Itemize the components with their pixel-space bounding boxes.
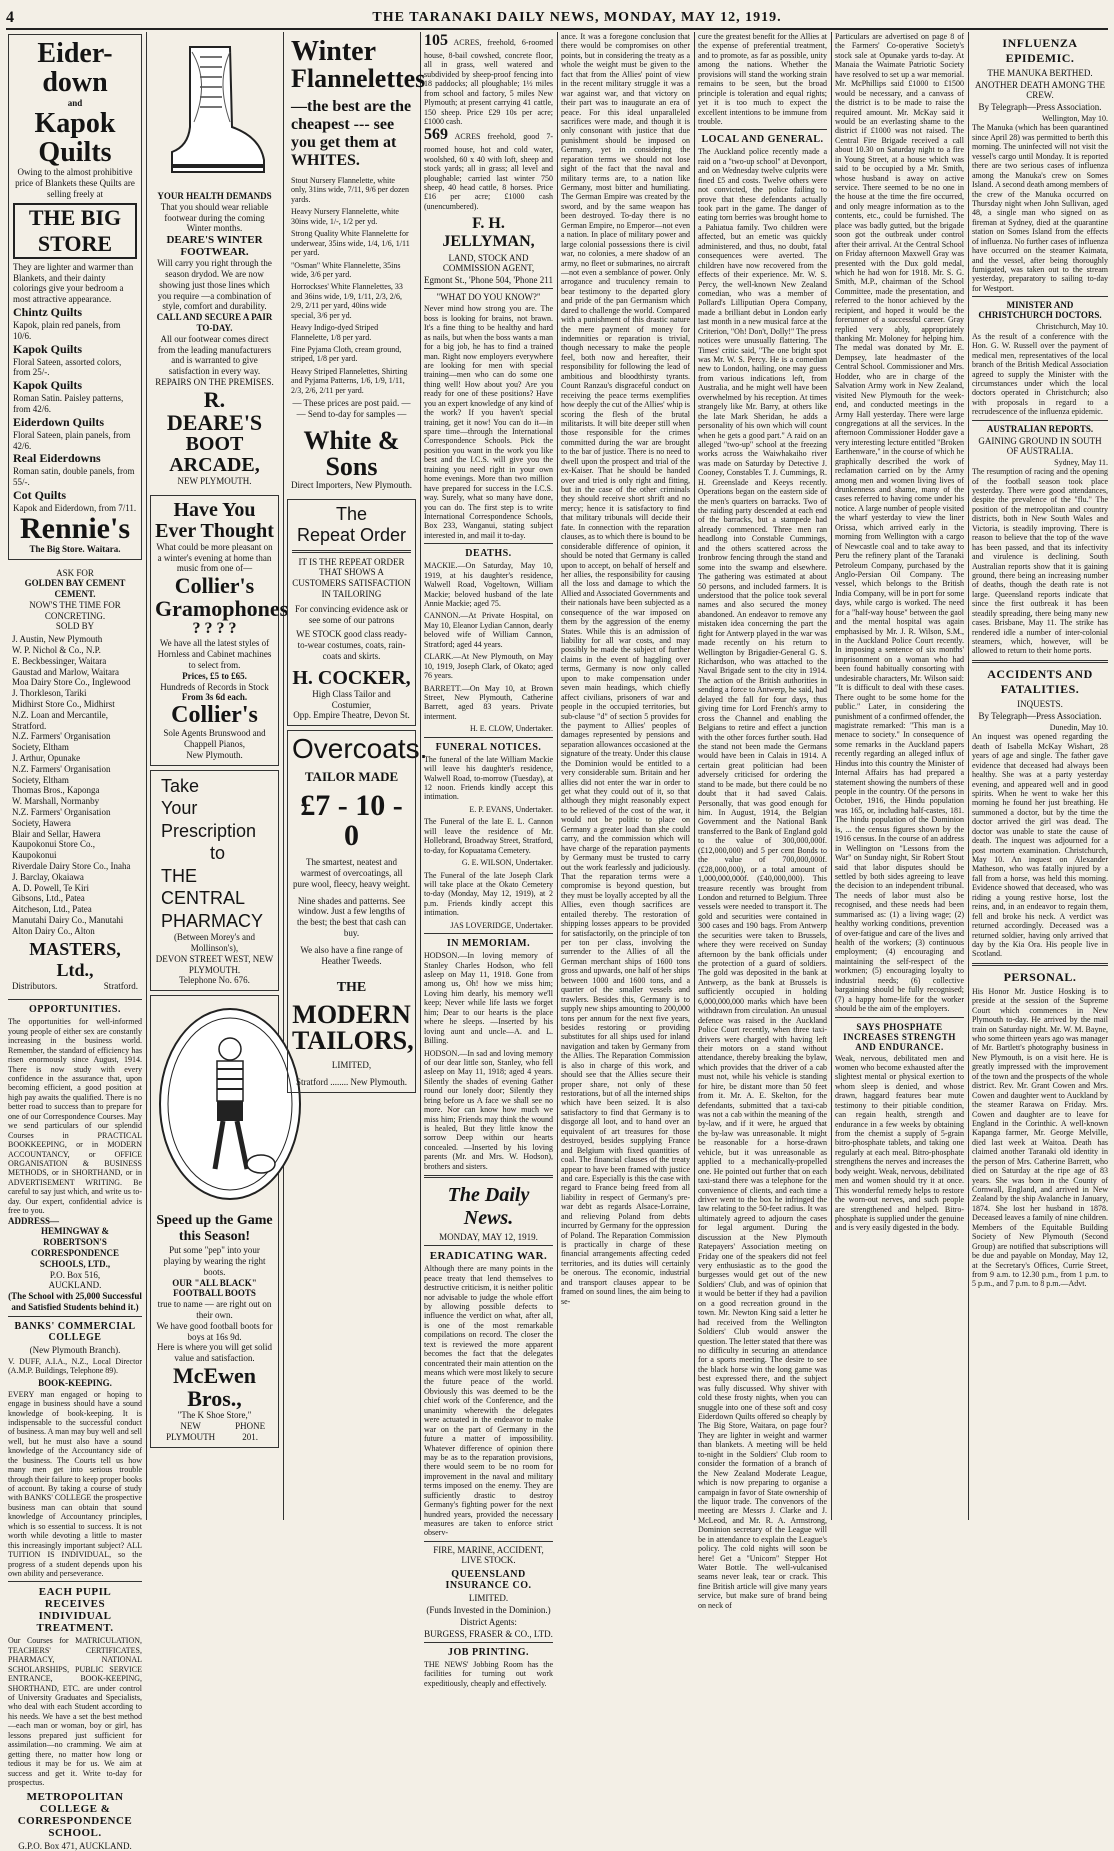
list-item: Heavy Nursery Flannelette, white 30ins wide, 1/-, 1/2 per yd. [291, 207, 399, 226]
cocker-ad [287, 499, 416, 727]
football-head: Speed up the Game this Season! [156, 1213, 273, 1245]
editorial-heading: ERADICATING WAR. [429, 1250, 548, 1263]
insurance-agents: District Agents: [460, 1616, 517, 1627]
modern-tailors-brand: MODERN TAILORS, [292, 1000, 414, 1056]
pharmacy-line-2: Your [161, 798, 198, 819]
pharmacy-line-7: PHARMACY [161, 910, 264, 931]
pharmacy-street: DEVON STREET WEST, NEW PLYMOUTH. [155, 953, 274, 975]
list-item: Riverdale Dairy Store Co., Inaha [12, 861, 131, 872]
dealer-list [12, 634, 138, 936]
list-item: J. Thorkleson, Tariki [12, 688, 87, 699]
quilt-text: Kapok and Eiderdown, from 7/11. [13, 502, 137, 513]
list-item: W. Marshall, Normanby [12, 796, 100, 807]
funeral-notice: The Funeral of the late Joseph Clark will take place at the Okato Cemetery to-day (Monday, May 12, 1919), at 2 p.m. Friends kindly accept this intimation. [424, 870, 553, 918]
collier-agents: Sole Agents Brunswood and Chappell Pianos, [163, 728, 266, 750]
list-item: Gaustad and Marlow, Waitara [12, 666, 119, 677]
flannel-note: — These prices are post paid. — [292, 398, 411, 409]
banks-body: EVERY man engaged or hoping to engage in business should have a sound knowledge of book-keeping. It is indispensable to the successful conduct of business. A man may buy well and sell well, but he must also have a sound knowledge of the Accountancy side of the business. The Courts tell us how many men get into serious trouble through their failure to keep proper books of account. By taking a course of study with BANKS' COLLEGE the prospective business man can obtain that sound knowledge of Accountancy principles, which is so essential to success. It is not worth while devoting a little to master this increasingly important subject? ALL TUITION IS INDIVIDUAL, so the progress of a student depends upon his own ability and perseverance. [8, 1389, 142, 1578]
column-5 [561, 32, 690, 1520]
repeat-title-2: Repeat Order [296, 524, 407, 545]
quilt-name: Real Eiderdowns [13, 451, 101, 466]
column-rule [283, 32, 284, 1520]
whites-brand: White & Sons [303, 425, 400, 481]
health-body: That you should wear reliable footwear during the coming Winter months. [160, 201, 269, 234]
repeat-body-2: For convincing evidence ask or see some of our patrons [295, 603, 408, 625]
metro-name: METROPOLITAN COLLEGE & CORRESPONDENCE SCHOOL. [17, 1791, 133, 1840]
list-item: Strong Quality White Flannelette for underwear, 35ins wide, 1/4, 1/6, 1/11 per yard. [291, 229, 410, 258]
editorial-conclusion: cure the greatest benefit for the Allies at the expense of preferential treatment, and to promote, as far as possible, unity among the nations. Whether the provisions will stand the working strain remains to be seen, but the broad principle is toleration and equal rights; yet it is too much to expect the excellent intentions to be immune from trouble. [698, 32, 827, 126]
dateline: Sydney, May 11. [1054, 457, 1108, 467]
list-item: E. Beckbessinger, Waitara [12, 655, 107, 666]
banks-sub: (New Plymouth Branch). [29, 1344, 121, 1355]
cocker-sub: High Class Tailor and Costumier, [312, 688, 391, 710]
editorial-continued: ance. It was a foregone conclusion that there would be compromises on other points, but in considering the treaty as a whole the weight must be given to the fact that from the Allies' point of view in the recent military struggle it was a war against war, and that victory on their part was to inaugurate an era of peace. For this ideal unparalleled sacrifices were made, and though it is only consonant with justice that due punishment should be imposed on Germany, yet in considering the reparation terms we should not lose sight of the fact that the naval and military terms are, to a nation like Germany, most bitter and humiliating. The German Empire was created by the sword, and by the same weapon has been destroyed. To-day there is no German Empire, no Emperor—not even a nation. In place of military power and large colonial possessions there is civil war, no colonies, a mere shadow of an army, no fleet or submarines, no aircraft—not even a semblance of power. Only arrogance and truculency remain to bear testimony to the departed glory and pride of the pan Germanism which dared to challenge the world. Compared with a punishment of this drastic nature the mere payment of money for indemnities or reparation is trivial, though necessary to make the people feel, both now and hereafter, their responsibility for following the lead of ambitious and bloodthirsty tyrants. Count Ranzau's disgraceful conduct on receiving the peace terms exemplifies how deeply the cut of the Allies' whip is scoring the flesh of the brutal militarists. It will bite deeper still when those responsible for the crimes committed during the war are brought to the bar of justice. There is no need to dwell upon the prospect and trial of the ex-Kaiser. That he should be handed over and tried is only right and fitting, but in the case of the other criminals they should receive short shrift and no mercy; hence it is satisfactory to find that military tribunals will decide their fate. In connection with the reparation clauses, as to which there is bound to be considerable difference of opinion, it should be noted that Germany is called upon to accept, on behalf of herself and her allies, the responsibility for causing all the loss and damage to which the Allied and Associated Governments and their nationals have been subjected as a consequence of the war imposed on them by the aggression of the enemy States. While this is an admission of liability for all war costs, and may possibly be made the subject of further claims in the event of haggling over terms, Germany is now only called upon to make compensation under seven main headings, which chiefly affect civilians, prisoners of war and people in the occupied territories, but sub-clause "d" of section 5 provides for the payment to Allies' peoples of damages represented by pensions and separation allowances occasioned at the signature of the treaty. Under this clause the Dominion would be entitled to a very considerable sum. Britain and her allies did not enter the war in order to get what they could out of it, so that although they might reasonably expect to be relieved of the cost of the war, it would not be politic to place on Germany a greater load than she could carry, and the commission which will have charge of the reparation payments by Germany must be trusted to carry out the work fearlessly and judiciously. That the reparation terms were a compromise is beyond question, but they must be loyally accepted by all the Allies, even though sacrifices are entailed thereby. The restoration of shipping losses appears to be provided for satisfactorily, on the principle of ton per ton per class, involving the surrender to the Allies of all the German merchant ships of 1600 tons gross and upwards, one half of her ships between 1000 and 1600 tons, and a quarter of the smaller vessels and trawlers. Besides this, Germany is to supply new ships amounting to 200,000 tons per annum for the next five years, besides restoring or providing substitutes for all ships used for inland navigation and taken by Germany from the Allies. The Reparation Commission is also in charge of this work, and should see that the Allies secure their proper share, not only of these restorations, but of all the interned ships which have been seized. It is also satisfactory to find that Germany is to disgorge all loot, and to hand over an equivalent of art treasures for those destroyed, besides supplying France and Belgium with fixed quantities of coal. The financial clauses of the treaty appear to have been framed with justice and care. Especially is this the case with regard to France being freed from all liability in respect of Germany's pre-war debt as regards Alsace-Lorraine, and relieving Poland from debts incurred by Germany for the oppression of Poland. The Reparation Commission is practically in charge of these financial arrangements affecting ceded territories, and its duties will certainly be onerous. The economic, industrial and transport clauses appear to be framed on sound lines, the aim being to se- [561, 32, 690, 1306]
dateline: Dunedin, May 10. [1049, 722, 1108, 732]
australian-sub: GAINING GROUND IN SOUTH OF AUSTRALIA. [978, 435, 1102, 456]
health-body-2: Will carry you right through the season drydod. We are now showing just those lines which you require —a combination of style, comfort and durability. [157, 258, 272, 312]
overcoat-body-2: Nine shades and patterns. See window. Just a few lengths of the best; the best that cash can buy. [297, 895, 406, 938]
masters-brand: MASTERS, Ltd., [29, 938, 121, 980]
column-rule [557, 32, 558, 1520]
pharmacy-line-1: Take [161, 775, 200, 796]
list-item: Heavy Striped Flannelettes, Shirting and Pyjama Patterns, 1/6, 1/9, 1/11, 2/3, 2/6, 2/11 per yard. [291, 366, 408, 395]
pharmacy-line-5: THE [161, 865, 197, 886]
list-item: J. Arthur, Opunake [12, 753, 81, 764]
column-rule [420, 32, 421, 1520]
byline: By Telegraph—Press Association. [978, 102, 1102, 112]
personal-body: His Honor Mr. Justice Hosking is to preside at the session of the Supreme Court which commences in New Plymouth to-day. He arrived by the mail train on Saturday night. Mr. W. M. Bayne, who some thirteen years ago was manager of Mr. Bartlett's photography business in New Plymouth, is on a visit here. He is greatly impressed with the improvement of the town and the prospects of the whole district. Rev. Mr. Grant Cowen and Mrs. Cowen and daughter went to Auckland by the steamer Rarawa on Friday. Mrs. Cowen and daughter are to leave for England in the Corinthic. A well-known Kapanga farmer, Mr. George Melville, died last week at Waitoa. Death has claimed another Taranaki old identity in the person of Mrs. Catherine Barrett, who died on Saturday at the ripe age of 83 years. She was born in the County of Cornwall, England, and arrived in New Zealand by the ship Avalanche in January, 1874. She lost her husband in 1878. Deceased leaves a family of nine children. Members of the Equitable Building Society of New Plymouth (Second Group) are notified that subscriptions will be due and payable on Monday, May 12, at the Secretary's Offices, Currie Street, from 9 a.m. to 12.30 p.m., from 1 p.m. to 5 p.m., and 7 p.m. to 8 p.m.—Advt. [972, 986, 1108, 1289]
boot-illustration [160, 42, 270, 182]
po-box: P.O. Box 516, [49, 1269, 101, 1280]
quilt-name: Eiderdown Quilts [13, 414, 105, 429]
records-from: From 3s 6d each. [181, 692, 248, 703]
section-heading: OPPORTUNITIES. [29, 1004, 121, 1016]
local-general-body: The Auckland police recently made a raid on a "two-up school" at Devonport, and on Wednesday twelve culprits were fined £5 and costs. Twelve others were not convicted, the police failing to prove that these defendants actually took part in the game. The danger of eating torn berries was brought home to a Pahiatua family. Two children were affected, but an emetic was quickly administered, and thus, no doubt, fatal consequences were averted. The children have now recovered from the effects of their experience. Mr. W. S. Percy, the well-known New Zealand comedian, who was a member of Pollard's Lilliputian Opera Company, made a brilliant debut in London early last month in a new musical farce at the Criterion, "Oh! Don't, Dolly!" The press notices were unusually flattering. The Times' critic said, "The one bright spot was Mr. W. S. Percy. He is a comedian new to London, hailing, one may guess from various indications left, from Australia, and he might well have been overwhelmed by his reception. At times strangely like Mr. Barry, at others like the late Mark Sheridan, he adds a personality of his own which will count when he gets a good part." A raid on an alleged "two-up" school at the freezing works across the Waiwhakaiho river was made on Saturday by Detective J. Cooney, Constables T. J. Cummings, R. H. Greenslade and Keeys recently. Operations began on the eastern side of the men's quarters on barracks. Two of the raiding party descended at each end of the barracks, but a stampede had already commenced. Three men ran headlong into Constable Cummings, and the others scattered across the Ironbrow fencing through the stand and some into the swamp and elsewhere. The gathering was estimated at about 50 persons, and included farmers. It is understood that the police took several names and also secured the money abandoned. An endeavor to remove any mistaken idea concerning the part the fight for Antwerp played in the war was made recently on his return to Wellington by Brigadier-General G. S. Richardson, who was attached to the Naval Brigade sent to the city in 1914. The action of the British authorities in sending a force to Antwerp, he said, had delayed the fall for four days, thus giving time for Lord French's army to cross the Channel and enabling the Belgians to retire and effect a junction with the other forces further south. Had the stand not been made the Germans would have been in Calais in 1914. A certain great politician had been adversely criticised for ordering the stand to be made, but there could be no doubt that it had saved Calais. Personally, that was good enough for him. In August, 1914, the Belgian Government and the National Bank transferred to the Bank of England gold to the value of 300,000,000f. (£12,000,000) and 5 per cent Bonds to the value of 700,000,000f. (£28,000,000), or a total amount of 1,000,000,000f. (£40,000,000). This treasure recently was brought from London and returned to Belgium. Three vessels were needed to transport it. The gold and securities were contained in 300 cases and 190 bags. From Antwerp the securities were taken to Brussels, where they were received on Sunday afternoon by the bank officials under the protection of a guard of soldiers. The gold was deposited in the bank at Antwerp, as the bank at Brussels is sufficiently occupied in holding 6,000,000,000 marks which have been withdrawn from circulation. An unusual defence was raised in the Auckland Police Court recently, when three taxi-drivers were charged with having left their motors on a stand without attendance, thereby breaking the bylaw, which provides that the driver of a cab must not, while his vehicle is standing for hire, be distant more than 50 feet from it. Mr. A. E. Skelton, for the defendants, submitted that a taxi-cab was not a cab within the meaning of the by-law, and if it were, he argued that the by-law was unreasonable. It might be reasonable for a horse-drawn vehicle, but it was unreasonable as applied to a mechanically-propelled one. He pointed out further that on each taxi-stand there was a telephone for the convenience of clients, and each time a driver went to the box he infringed the law relating to the 50-feet radius. It was ultimately agreed to adjourn the cases for legal argument. During the discussion at the New Plymouth Ratepayers' Association meeting on Friday one of the speakers did not feel very enthusiastic as to the good the burgesses would get out of the new Soldiers' Club, and was of opinion that it would be better if they had a pavilion on a good recreation ground in the town. Mr. Newton King said a letter he had received from the Wellington Soldiers' Club would answer the question. The letter stated that there was no difficulty in securing an attendance for a sports meeting. The desire to see the black horse win the long game was best expressed there, and the subject was fully discussed. Why shiver with cold these frosty nights, when you can snuggle into one of these soft and cosy Eiderdown Quilts offered so cheaply by The Big Store, Waitara, on page four? They are lighter in weight and warmer than blankets. A meeting will be held to-night in the Soldiers' Club room to consider the formation of a branch of the New Zealand Moderate League, which is now preparing to organise a campaign in favor of State ownership of the liquor trade. The convenors of the meeting are Messrs J. Clarke and J. McLeod, and Mr. R. A. Armstrong, Dominion secretary of the League will be in attendance to explain the League's policy. The cold nights will soon be here! Get a "Unicorn" Stepper Hot Water Bottle. The well-vulcanised seams never leak, tear or crack. This fine British article will give many years service, but make sure of brand being on neck of [698, 147, 827, 1610]
distributors: Distributors. [12, 980, 58, 991]
modern-town: Stratford ........ New Plymouth. [296, 1077, 407, 1088]
ad-headline-2: Kapok Quilts [34, 107, 116, 168]
wdyk-head: "WHAT DO YOU KNOW?" [436, 292, 541, 303]
deare-town: NEW PLYMOUTH. [177, 475, 252, 486]
overcoat-body: The smartest, neatest and warmest of overcoatings, all pure wool, fleecy, heavy weight. [292, 857, 411, 889]
cement-name-2: CEMENT. [54, 589, 96, 600]
minister-body: As the result of a conference with the Hon. G. W. Russell over the payment of medical men, representatives of the local branch of the British Medical Association agreed to supply the Minister with the circumstances under which the local doctors operated in Christchurch; also with proposals in regard to a recrudescence of the influenza epidemic. [972, 331, 1108, 417]
column-rule [694, 32, 695, 1520]
australian-heading: AUSTRALIAN REPORTS. [986, 423, 1094, 434]
metro-body: Our Courses for MATRICULATION, TEACHERS' CERTIFICATES, PHARMACY, NATIONAL SCHOLARSHIPS, PUBLIC SERVICE ENTRANCE, BOOK-KEEPING, SHORTHAND, ETC. are under control of University Graduates and Specialists, who deal with each Student according to his needs. We have a set the best method—each man or woman, boy or girl, has lessons prepared just sufficient for assimilation—no cramming. We aim at getting there, no matter how long or tedious it may be for us. We aim at success and get it. Write to-day for prospectus. [8, 1636, 142, 1787]
quilt-list [13, 305, 137, 514]
deare-brand-2: BOOT ARCADE, [169, 432, 260, 476]
column-3 [287, 32, 428, 1520]
ad-intro: Owing to the almost prohibitive price of Blankets these Quilts are selling freely at [15, 167, 135, 199]
cocker-addr: Opp. Empire Theatre, Devon St. [293, 710, 410, 721]
ad-headline: Eider-down [37, 38, 113, 99]
quilt-name: Kapok Quilts [13, 378, 83, 393]
pharmacy-line-6: CENTRAL [161, 888, 246, 909]
memoriam-notice: HODSON.—In sad and loving memory of our dear little son, Stanley, who fell asleep on May 11, 1918; aged 4 years. Silently the shades of evening Gather round our lonely door; Silently they bring before us A face we shall see no more. Nor can know how much we miss him; Friends may think the wound is healed, But they little know the sorrow Deep within our hearts concealed. —Inserted by his loving parents (Mr. and Mrs. W. Hodson), brothers and sisters. [424, 1048, 553, 1171]
repeat-body-3: WE STOCK good class ready-to-wear costumes, coats, rain-coats and skirts. [296, 629, 407, 661]
eiderdown-ad [8, 34, 142, 560]
overcoat-body-3: We also have a fine range of Heather Tweeds. [300, 944, 403, 966]
funeral-notice: The funeral of the late William Mackie will leave his daughter's residence, Walwell Road, to-morrow (Tuesday), at 12 noon. Friends kindly accept this intimation. [424, 754, 553, 802]
column-7 [835, 32, 964, 1520]
quilt-text: Kapok, plain red panels, from 10/6. [13, 319, 121, 341]
thought-body: What could be more pleasant on a winter's evening at home than music from one of— [156, 541, 273, 574]
mcewen-brand: McEwen Bros., [172, 1362, 257, 1412]
memoriam-heading: IN MEMORIAM. [446, 938, 531, 950]
local-general-heading: LOCAL AND GENERAL. [701, 134, 824, 146]
brand-sub: The Big Store. Waitara. [29, 543, 121, 554]
insurance-ltd: LIMITED. [468, 1592, 509, 1603]
job-printing-heading: JOB PRINTING. [448, 1646, 529, 1658]
store-logo: THE BIG STORE [13, 203, 137, 259]
repeat-body: IT IS THE REPEAT ORDER THAT SHOWS A CUSTOMERS SATISFACTION IN TAILORING [292, 556, 411, 599]
list-item: Gibsons, Ltd., Patea [12, 893, 85, 904]
influenza-sub-2: ANOTHER DEATH AMONG THE CREW. [974, 80, 1106, 100]
repairs: REPAIRS ON THE PREMISES. [155, 376, 274, 387]
funeral-heading: FUNERAL NOTICES. [435, 741, 542, 753]
ask-for: ASK FOR [56, 567, 94, 578]
insurance-firm: BURGESS, FRASER & CO., LTD. [424, 1628, 553, 1639]
whites-town: New Plymouth. [355, 479, 412, 490]
list-item: J. Barclay, Okaiawa [12, 871, 84, 882]
list-item: Midhirst Store Co., Midhirst [12, 699, 115, 710]
death-notice: CLARK.—At New Plymouth, on May 10, 1919, Joseph Clark, of Okato; aged 76 years. [424, 652, 553, 681]
undertaker: G. E. WILSON, Undertaker. [461, 858, 553, 868]
list-item: Aitcheson, Ltd., Patea [12, 904, 92, 915]
whites-direct: Direct Importers, [291, 479, 353, 490]
ad-and: and [67, 97, 83, 108]
question-marks: ? ? ? ? [192, 620, 237, 638]
pharmacy-ad [150, 770, 279, 991]
quilt-text: Roman satin, double panels, from 55/-. [13, 466, 135, 488]
column-8 [972, 32, 1108, 1520]
ad-description: They are lighter and warmer than Blankets, and their dainty colorings give your bedroom a most attractive appearance. [13, 261, 134, 305]
agent-sub: LAND, STOCK AND COMMISSION AGENT, [442, 253, 535, 274]
list-item: J. Austin, New Plymouth [12, 634, 103, 645]
thought-prices: Prices, £5 to £65. [182, 670, 247, 681]
quilt-name: Chintz Quilts [13, 304, 83, 319]
list-item: N.Z. Farmers' Organisation Society, Hawera [12, 807, 111, 828]
accidents-body: An inquest was opened regarding the death of Isabella McKay Wishart, 28 years of age and single. The father gave evidence that deceased had always been healthy. She was at a party yesterday evening, and appeared well and in good spirits. When he went to wake her this morning he found her just breathing. He summoned a doctor, but by the time the doctor arrived the girl was dead. The doctor was unable to state the cause of death. The inquest was adjourned for a post mortem examination. Christchurch, May 10. An inquest on Alexander Matheson, who was fatally injured by a fall from a horse, was held this morning. Evidence showed that deceased, who was riding a young restive horse, lost the reins, and, in an endeavor to regain them, fell and broke his neck. A verdict was returned accordingly. Deceased was a returned soldier, having only arrived that day by the Kia Ora. His people live in Scotland. [972, 732, 1108, 959]
memoriam-notice: HODSON.—In loving memory of Stanley Charles Hodson, who fell asleep on May 11, 1918. Gone from among us, Oh! how we miss him; Loving him dearly, his memory we'll keep; Never while life lasts we forget him; Dear to our hearts is the place where he sleeps. —Inserted by his loving aunt and uncle—A. and L. Billing. [424, 951, 553, 1046]
each-pupil-heading: EACH PUPIL RECEIVES INDIVIDUAL TREATMENT. [36, 1586, 114, 1635]
property-number: 105 [424, 32, 448, 49]
all-black-boots: OUR "ALL BLACK" FOOTBALL BOOTS [172, 1277, 257, 1299]
list-item: Kaupokonui Store Co., Kaupokonui [12, 839, 95, 861]
daily-news-nameplate: The Daily News. [447, 1184, 530, 1230]
funeral-notice: The Funeral of the late E. L. Cannon will leave the residence of Mr. Hollebrand, Broadway Street, Stratford, to-day, for Kopuatama Cemetery. [424, 817, 553, 855]
deare-brand: R. DEARE'S [166, 386, 263, 435]
column-4 [424, 32, 553, 1688]
modern-ltd: LIMITED, [331, 1060, 372, 1071]
quilt-name: Cot Quilts [13, 487, 67, 502]
influenza-sub: THE MANUKA BERTHED. [987, 68, 1093, 78]
sold-by: SOLD BY [55, 621, 95, 632]
property-number: 569 [424, 126, 448, 144]
thought-body-2: We have all the latest styles of Hornless and Cabinet machines to select from. [157, 638, 272, 670]
pharmacy-telephone: Telephone No. 676. [179, 975, 250, 986]
insurance-funds: (Funds Invested in the Dominion.) [426, 1604, 551, 1615]
personal-heading: PERSONAL. [1003, 969, 1077, 984]
quilt-name: Kapok Quilts [13, 341, 83, 356]
school-note: (The School with 25,000 Successful and Satisfied Students behind it.) [8, 1291, 142, 1312]
death-notice: CANNON.—At Private Hospital, on May 10, Eleanor Lydian Cannon, dearly beloved wife of William Cannon, Stratford; aged 44 years. [424, 611, 553, 649]
pharmacy-line-3: Prescription [161, 820, 257, 841]
column-2 [150, 32, 289, 1520]
column-1 [8, 32, 142, 1851]
k-shoe-store: "The K Shoe Store," [177, 1410, 252, 1421]
flannel-title: Winter [291, 36, 377, 67]
flannel-sub: —the best are the cheapest --- see you get them at WHITES. [291, 98, 412, 169]
list-item: Fine Pyjama Cloth, cream ground, striped, 1/8 per yard. [291, 345, 402, 364]
tailor-made: TAILOR MADE [304, 769, 399, 785]
list-item: Stout Nursery Flannelette, white only, 31ins wide, 7/11, 9/6 per dozen yards. [291, 176, 410, 204]
death-notice: MACKIE.—On Saturday, May 10, 1919, at his daughter's residence, Walwell Road, Vogeltown, William Mackie; beloved husband of the late Annie Mackie; aged 75. [424, 561, 553, 608]
football-body-2: true to name — are right out on their own. [157, 1299, 272, 1320]
call-secure: CALL AND SECURE A PAIR TO-DAY. [156, 312, 273, 333]
quilt-text: Floral Sateen, plain panels, from 42/6. [13, 429, 131, 451]
list-item: Alton Dairy Co., Alton [12, 925, 95, 936]
cocker-brand: H. COCKER, [292, 666, 411, 689]
insurance-line: FIRE, MARINE, ACCIDENT, LIVE STOCK. [433, 1544, 544, 1565]
dateline: Wellington, May 10. [1041, 114, 1108, 123]
column-rule [831, 32, 832, 1520]
page-number: 4 [6, 9, 14, 26]
wdyk-body: Never mind how strong you are. The boss is looking for brains, not brawn. It's a fine thing to be healthy and hard as nails, but when the boss wants a man for a big job, he has to find a trained man. Right now employers everywhere are looking for men with special training—men who can do some one thing well! How about you? Are you ready for one of these positions? Have you an expert knowledge of any kind of the work? If you haven't special training, get it now! You can do it—in spare time—through the International Correspondence Schools. Pick the position you want in the work you like best and the I.C.S. will give you the training you need right in your own home evenings. More than two million have prepared for success in the I.C.S. way. Surely, what so many have done, you can do. The first step is to write International Correspondence Schools, Box 233, Wanganui, stating subject interested in, and mail it to-day. [424, 304, 553, 540]
list-item: Moa Dairy Store Co., Inglewood [12, 677, 131, 688]
list-item: A. D. Powell, Te Kiri [12, 882, 89, 893]
undertaker: H. E. CLOW, Undertaker. [469, 724, 553, 734]
overcoats-head: Overcoats. [292, 733, 428, 765]
masthead [6, 8, 1108, 30]
repeat-title: The [335, 503, 368, 524]
column-6 [698, 32, 827, 1610]
insurance-name: QUEENSLAND INSURANCE CO. [445, 1568, 532, 1591]
minister-heading: MINISTER AND CHRISTCHURCH DOCTORS. [978, 300, 1102, 321]
cement-ad [8, 564, 142, 996]
phosphate-heading: SAYS PHOSPHATE INCREASES STRENGTH AND ENDURANCE. [843, 1021, 956, 1052]
daily-news-date: MONDAY, MAY 12, 1919. [439, 1232, 538, 1243]
mcewen-ad [150, 995, 279, 1447]
whites-ad [287, 34, 426, 495]
australian-body: The resumption of racing and the opening of the football season took place yesterday. There were good attendances, despite the prevalence of the "flu." The position of the metropolitan and country districts, both in New South Wales and Victoria, is steadily improving. There is reason to believe that the top of the wave has been passed, and that its infectivity and virulence is declining. South Australian reports show that it is gaining ground, there being an increasing number of deaths, though the death rate is not large. Queensland reports indicate that since the first outbreak it has been steadily spreading, there being many new cases. Brisbane, May 11. The strike has rendered idle a number of inter-colonial steamers, which, however, will be allowed to return to their home ports. [972, 467, 1108, 656]
influenza-heading: INFLUENZA EPIDEMIC. [1002, 36, 1078, 65]
newspaper-title: THE TARANAKI DAILY NEWS, MONDAY, MAY 12, 1919. [372, 10, 782, 25]
inquests-sub: INQUESTS. [1017, 698, 1063, 709]
list-item: Thomas Bros., Kaponga [12, 785, 100, 796]
byline: By Telegraph—Press Association. [978, 710, 1102, 721]
list-item: W. P. Nichol & Co., N.P. [12, 645, 101, 656]
school-name: HEMINGWAY & ROBERTSON'S CORRESPONDENCE SCHOOLS, LTD., [30, 1226, 119, 1269]
list-item: Manutahi Dairy Co., Manutahi [12, 915, 124, 925]
thought-head: Have You Ever Thought [155, 498, 274, 542]
list-item: Blair and Sellar, Hawera [12, 828, 101, 839]
football-body: Put some "pep" into your playing by wearing the right boots. [163, 1245, 266, 1277]
flannel-note-2: — Send to-day for samples — [296, 408, 407, 419]
brand-name: Rennie's [19, 511, 130, 545]
phosphate-body: Weak, nervous, debilitated men and women who become exhausted after the slightest mental or physical exertion to whom sleep is denied, and whose drawn, haggard features bear mute testimony to their pitiable condition, can regain health, strength and endurance in a few weeks by obtaining from the chemist a supply of 5-grain bitro-phosphate tablets, and taking one regularly at each meal. Bitro-phosphate strengthens the nerves and increases the body weight. Weak, nervous, debilitated men and women should try it at once. This wonderful remedy helps to restore the worn-out nerves, and such people are strengthened and helped. Bitro-phosphate is supplied under the genuine and is very easily digested in the body. [835, 1053, 964, 1233]
deare-ad [150, 34, 279, 491]
list-item: N.Z. Farmers' Organisation Society, Eltham [12, 763, 111, 785]
editorial-body: Although there are many points in the peace treaty that lend themselves to destructive criticism, it is neither politic nor advisable to judge the whole effort by allowing possible defects to influence the verdict on what, after all, is one of the most remarkable compilations on record. The closer the text is reviewed the more apparent becomes the fact that the delegates concentrated their main attention on the means which were most likely to secure the future peace of the world. Obviously this was deemed to be the chief work of the Conference, and the unanimity wherewith the delegates were actuated in the endeavor to make war on the part of Germany in the future a matter of impossibility. Whatever difference of opinion there may be as to the reparation provisions, there would seem to be no room for improvement in the naval and military terms imposed on the enemy. They are sufficiently drastic to destroy Germany's fighting power for the next hundred years, provided the necessary measures are taken to enforce strict observ- [424, 1264, 553, 1538]
pharmacy-line-4: to [209, 843, 225, 864]
town: Stratford. [103, 980, 138, 991]
football-body-3: We have good football boots for boys at 16s 9d. [156, 1320, 273, 1342]
list-item: N.Z. Farmers' Organisation Society, Eltham [12, 731, 111, 753]
modern-tailors-ad [287, 730, 428, 1093]
quilt-text: Floral Sateen, assorted colors, from 25/-. [13, 356, 122, 378]
influenza-body: The Manuka (which has been quarantined since April 28) was permitted to berth this morning. The uninfected will not visit the vessel's cargo until Monday. It is reported there are two serious cases of influenza among the Manuka's crew on Somes Island. A second death among members of the crew of the Manuka occurred on Thursday night when John Sullivan, aged 48, a single man who signed on as fireman at Sydney, died at the quarantine station on Somes Island from the effects of influenza. No further cases of influenza have occurred on the steamer Kaimata, and the vessel, after being thoroughly fumigated, was taken out to the stream yesterday, preparatory to sailing to-day for Westport. [972, 123, 1108, 293]
metro-box: G.P.O. Box 471, AUCKLAND. [18, 1841, 132, 1851]
list-item: Heavy Indigo-dyed Striped Flannelette, 1/8 per yard. [291, 323, 379, 342]
death-notice: BARRETT.—On May 10, at Brown Street, New Plymouth, Catherine Barrett, aged 83 years. Private interment. [424, 683, 553, 721]
the-label: THE [336, 980, 367, 996]
collier-town: New Plymouth. [186, 749, 243, 760]
cement-now: NOW'S THE TIME FOR CONCRETING. [29, 599, 121, 621]
accidents-heading: ACCIDENTS AND FATALITIES. [987, 666, 1093, 696]
collier-brand: Collier's [171, 702, 258, 729]
list-item: N.Z. Loan and Mercantile, Stratford. [12, 709, 108, 731]
mcewen-phone: PHONE 201. [235, 1420, 266, 1442]
article-body: The opportunities for well-informed young people of either sex are constantly increasing in the business world. Remember, the standard of efficiency has risen enormously since August, 1914. There is now study with every confidence in the assurance that, upon becoming efficient, a good position at high pay awaits the qualified. There is no better road to success than to prepare for one of our Correspondence Courses. May we send particulars of our splendid Courses in PRACTICAL BOOKKEEPING, or in MODERN ACCOUNTANCY, or OFFICE ORGANISATION & BUSINESS METHODS, or in SHORTHAND, or in ADVERTISEMENT WRITING. Be careful to say just which, and write us to-day. Our expert, confidential advice is free to you. [8, 1017, 142, 1216]
dateline: Christchurch, May 10. [1036, 322, 1108, 332]
quilt-text: Roman Satin. Paisley patterns, from 42/6. [13, 393, 124, 414]
deaths-heading: DEATHS. [465, 548, 512, 560]
football-body-4: Here is where you will get solid value and satisfaction. [157, 1342, 272, 1364]
collier-gramophones: Collier's Gramophones [155, 573, 289, 622]
property-text: ACRES freehold, good 7-roomed house, hot and cold water, woolshed, 60 x 40 with loft, sheep and stock yards; all in grass; all level and ploughable; carried last winter 750 sheep, 40 head cattle, 8 horses. Price £16 per acre; £1000 cash (unencumbered). [424, 132, 553, 211]
collier-ad [150, 495, 289, 766]
property-text: ACRES, freehold, 6-roomed house, 8-bail cowshed, concrete floor, all in grass, well watered and subdivided by sheep-proof fencing into 18 paddocks; all ploughable; 1½ miles from school and factory, 5 miles New Plymouth; at present carrying 41 cattle, 150 sheep. Price £29 10s per acre; £1000 cash. [424, 38, 553, 126]
overcoat-price: £7 - 10 - 0 [300, 789, 403, 853]
deare-footwear: DEARE'S WINTER FOOTWEAR. [166, 234, 263, 259]
column-rule [146, 32, 147, 1520]
local-general-continued: Particulars are advertised on page 8 of the Farmers' Co-operative Society's stock sale at Opunake yards to-day. At Manaia the Waimate Patriotic Society have resolved to set up a war memorial. Mr. McPhillips said £1000 to £1500 would be necessary, and a canvass of the district is to be made to raise the required amount. Mr. McKay said it would be an everlasting shame to the district if £1000 was not raised. The Central Fire Brigade received a call about 10.30 on Saturday night to a fire in Young Street, at a house which was said to be occupied by a Mr. Smith, whose husband is away on active service. There seemed to be no one in the house at the time the fire occurred, and only meagre information as to the contents, etc., could be furnished. The place was badly gutted, but the brigade soon got the outbreak under control after their arrival. At the Central School on Friday afternoon Maxwell Gray was presented with the Dux gold medal, which he had won for 1918. Mr. S. G. Smith, M.P., chairman of the School Committee, made the presentation, and referred to the honor achieved by the recipient, and hoped it would be the forerunner of a successful career. Gray replied very ably, appropriately thanking Mr. Moloney for helping him. The medal was donated by Mr. E. Dempsey, late headmaster of the Central School. Commissioner and Mrs. Hodder, who are in charge of the Salvation Army work in New Zealand, visited New Plymouth for the week-end, and conducted meetings in the Army Hall yesterday. There were large congregations at all the services. In the afternoon Commissioner Hodder gave a very interesting lecture entitled "Broken Earthenware," in the course of which he graphically described the work of reclamation carried on by the Army among men and women living lives of drunkenness and shame, many of the cases referred to having come under his notice. A large number of people visited the wharf yesterday to view the liner Orissa, which arrived early in the morning from Wellington with a cargo of Newcastle coal and to take away to Peru the refinery plant of the Taranaki Petroleum Company, purchased by the Anglo-Persian Oil Company. The vessel, which belongs to the British India Company, will be in port for some days, while cargo is worked. The need for a "half-way house" between the gaol and the mental hospital was again emphasised by Mr. J. R. Wilson, S.M., in the Auckland Police Court recently. In imposing a sentence of six months' imprisonment on a woman who had been found habitually consorting with undesirable characters, Mr. Wilson said: "It is difficult to deal with these cases. There ought to be some home for the public." Later, in considering the punishment of a confirmed offender, the magistrate remarked: "This man is a menace to society." In consequence of some remarks in the Auckland papers recently regarding an alleged influx of Hindus into this country the Minister of Internal Affairs has had prepared a statement showing the numbers of these people in the country. Of the persons in October, 1916, the Hindu population was 165, or, including half-castes, 181. The hindu population of the Dominion is, ... the census figures shown by the 1916 census. In the course of an address in Wellington on "Lessons from the War" on Sunday night, Sir Robert Stout said that labor disputes should be settled by both sides agreeing to leave the decision to an independent tribunal. The needs of labor must also be recognised, and these needs had been summarised as: (1) a living wage; (2) healthy working conditions, prevention of over-fatigue and care of the lives and health of the workers; (3) continuous employment; (4) encouraging and maintaining the self-respect of the workmen; (5) encouraging loyalty to industrial needs; (6) collective bargaining should be fully recognised; (7) a happy home-life for the worker should be the aim of the employers. [835, 32, 964, 1014]
health-body-3: All our footwear comes direct from the leading manufacturers and is warranted to give satisfaction in every way. [157, 333, 272, 377]
banks-principal: V. DUFF, A.I.A., N.Z., Local Director (A.M.P. Buildings, Telephone 89). [8, 1356, 142, 1376]
health-head: YOUR HEALTH DEMANDS [157, 191, 272, 201]
undertaker: JAS LOVERIDGE, Undertaker. [450, 920, 553, 930]
job-printing-body: THE NEWS' Jobbing Room has the facilities for turning out work expeditiously, cheaply and effectively. [424, 1659, 553, 1688]
list-item: Horrockses' White Flannelettes, 33 and 36ins wide, 1/9, 1/11, 2/3, 2/6, 2/9, 2/11 per yard, 40ins wide special, 3/6 per yd. [291, 282, 403, 320]
footballer-illustration [155, 1004, 305, 1204]
pharmacy-address: (Between Morey's and Mollinson's), [173, 932, 256, 953]
agent-addr: Egmont St., 'Phone 504, 'Phone 211 [424, 275, 553, 286]
agent-name: F. H. JELLYMAN, [442, 215, 535, 251]
records: Hundreds of Records in Stock [160, 681, 269, 692]
cement-name: GOLDEN BAY CEMENT [24, 578, 126, 589]
undertaker: E. P. EVANS, Undertaker. [469, 804, 553, 814]
banks-title: BANKS' COMMERCIAL COLLEGE [14, 1320, 136, 1343]
banks-bk: BOOK-KEEPING. [38, 1377, 112, 1388]
list-item: "Osman" White Flannelette, 35ins wide, 3/6 per yard. [291, 260, 401, 279]
column-rule [968, 32, 969, 1520]
flannel-title-2: Flannelettes [291, 64, 426, 93]
city: AUCKLAND. [48, 1280, 102, 1291]
mcewen-town: NEW PLYMOUTH [166, 1420, 216, 1442]
address-label: ADDRESS— [8, 1215, 60, 1226]
